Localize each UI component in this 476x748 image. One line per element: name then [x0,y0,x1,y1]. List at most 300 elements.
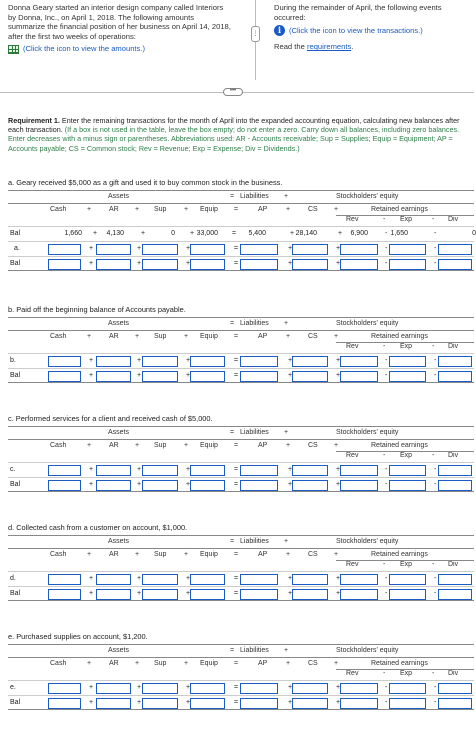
minus-sign: - [432,670,435,677]
plus-sign: + [137,260,142,267]
assets-header: Assets [108,193,130,200]
ap-input[interactable] [240,574,278,585]
plus-sign: + [184,551,189,558]
cs-input[interactable] [292,244,328,255]
plus-sign: + [135,551,140,558]
div-input[interactable] [438,698,472,709]
plus-sign: + [336,575,341,582]
equals-sign: = [234,333,239,340]
plus-sign: + [334,206,339,213]
plus-sign: + [137,590,142,597]
equip-input[interactable] [190,259,225,270]
plus-sign: + [137,245,142,252]
requirement-title: Requirement 1. [8,116,60,125]
rev-input[interactable] [340,574,378,585]
div-input[interactable] [438,244,472,255]
ar-input[interactable] [96,683,131,694]
exp-header: Exp [400,561,413,568]
minus-sign: - [434,699,437,706]
equip-input[interactable] [190,574,225,585]
equation-table [8,644,474,710]
minus-sign: - [385,466,388,473]
ar-input[interactable] [96,574,131,585]
equation-table [8,317,474,383]
transaction-title: b. Paid off the beginning balance of Accounts payable. [8,305,186,314]
ap-input[interactable] [240,683,278,694]
equals-sign: = [234,575,239,582]
exp-input[interactable] [389,259,426,270]
plus-sign: + [184,206,189,213]
sup-input[interactable] [142,356,178,367]
cs-header: CS [308,442,318,449]
equals-sign: = [234,466,239,473]
equals-sign: = [234,245,239,252]
div-input[interactable] [438,465,472,476]
plus-sign: + [336,466,341,473]
cash-input[interactable] [48,465,81,476]
minus-sign: - [434,245,437,252]
equals-sign: = [230,429,235,436]
retained-earnings-rule [336,560,474,561]
cs-input[interactable] [292,259,328,270]
beginning-equip-value: 33,000 [196,230,218,237]
plus-sign: + [137,372,142,379]
plus-sign: + [336,245,341,252]
transaction-title: d. Collected cash from a customer on account, $1,000. [8,523,188,532]
equation-table [8,426,474,492]
rev-input[interactable] [340,244,378,255]
minus-sign: - [385,245,388,252]
beginning-cs-value: 28,140 [295,230,317,237]
equation-row [8,353,474,368]
transaction-block [8,523,474,601]
ap-input[interactable] [240,244,278,255]
cash-input[interactable] [48,371,81,382]
minus-sign: - [434,372,437,379]
sup-header: Sup [154,551,167,558]
sup-input[interactable] [142,574,178,585]
cs-input[interactable] [292,465,328,476]
retained-earnings-header: Retained earnings [371,206,428,213]
plus-sign: + [286,442,291,449]
liabilities-header: Liabilities [240,429,269,436]
stockholders-equity-header: Stockholders' equity [336,647,399,654]
rev-header: Rev [346,216,359,223]
rev-input[interactable] [340,356,378,367]
sup-input[interactable] [142,259,178,270]
minus-sign: - [385,260,388,267]
equip-input[interactable] [190,683,225,694]
events-text: During the remainder of April, the following events occurred: [274,3,442,22]
cash-input[interactable] [48,683,81,694]
cs-input[interactable] [292,480,328,491]
div-header: Div [448,343,459,350]
rev-header: Rev [346,670,359,677]
plus-sign: + [336,372,341,379]
transactions-link[interactable] [274,25,469,36]
cash-header: Cash [50,551,67,558]
beginning-rev-value: 6,900 [350,230,368,237]
plus-sign: + [137,466,142,473]
plus-sign: + [89,699,94,706]
plus-sign: + [89,357,94,364]
equip-header: Equip [200,551,218,558]
plus-sign: + [286,551,291,558]
amounts-link[interactable] [8,44,233,54]
cs-header: CS [308,333,318,340]
cs-header: CS [308,206,318,213]
equals-sign: = [234,481,239,488]
exp-input[interactable] [389,574,426,585]
ap-input[interactable] [240,480,278,491]
beginning-exp-value: 1,650 [390,230,408,237]
equals-sign: = [234,590,239,597]
assets-header: Assets [108,429,130,436]
liabilities-header: Liabilities [240,320,269,327]
equals-sign: = [234,260,239,267]
ap-input[interactable] [240,698,278,709]
div-header: Div [448,561,459,568]
cash-input[interactable] [48,259,81,270]
rev-input[interactable] [340,371,378,382]
ar-input[interactable] [96,371,131,382]
equals-sign: = [234,660,239,667]
cash-input[interactable] [48,480,81,491]
sup-input[interactable] [142,371,178,382]
div-input[interactable] [438,480,472,491]
equation-row [8,680,474,695]
rev-input[interactable] [340,589,378,600]
exp-input[interactable] [389,356,426,367]
equation-table [8,535,474,601]
equation-row [8,462,474,477]
sup-header: Sup [154,442,167,449]
div-input[interactable] [438,683,472,694]
ar-input[interactable] [96,259,131,270]
plus-sign: + [89,575,94,582]
requirements-link[interactable]: requirements [306,42,352,52]
ar-input[interactable] [96,589,131,600]
rev-input[interactable] [340,480,378,491]
plus-sign: + [137,481,142,488]
ar-input[interactable] [96,698,131,709]
cs-input[interactable] [292,698,328,709]
exp-input[interactable] [389,465,426,476]
plus-sign: + [336,357,341,364]
plus-sign: + [288,590,293,597]
exp-input[interactable] [389,371,426,382]
plus-sign: + [334,660,339,667]
plus-sign: + [93,230,98,237]
ap-input[interactable] [240,371,278,382]
minus-sign: - [434,684,437,691]
period: . [351,42,354,52]
rev-input[interactable] [340,465,378,476]
liabilities-header: Liabilities [240,538,269,545]
plus-sign: + [288,481,293,488]
beginning-ap-value: 5,400 [248,230,266,237]
plus-sign: + [190,230,195,237]
equals-sign: = [230,538,235,545]
equals-sign: = [234,442,239,449]
plus-sign: + [288,466,293,473]
rev-header: Rev [346,343,359,350]
equals-sign: = [230,647,235,654]
plus-sign: + [284,429,289,436]
ar-input[interactable] [96,465,131,476]
plus-sign: + [186,684,191,691]
plus-sign: + [288,684,293,691]
cash-input[interactable] [48,589,81,600]
expand-dots-icon[interactable]: ••• [223,88,243,96]
equals-sign: = [234,684,239,691]
ap-header: AP [258,551,268,558]
equation-row [8,586,474,601]
plus-sign: + [288,357,293,364]
requirement-body: Enter the remaining transactions for the month of April into the expanded accounting equation, calculating new balances after each transaction. [8,116,460,135]
bal-label: Bal [10,699,21,706]
amounts-link-label[interactable]: (Click the icon to view the amounts.) [23,44,145,54]
ap-header: AP [258,206,268,213]
div-input[interactable] [438,259,472,270]
plus-sign: + [288,575,293,582]
plus-sign: + [87,551,92,558]
equation-row [8,695,474,710]
liabilities-header: Liabilities [240,193,269,200]
minus-sign: - [432,452,435,459]
intro-text: Donna Geary started an interior design company called Interiors by Donna, Inc., on April 1, 2018. The following amounts summarize the financial position of her business on April 14, 2018, after the first two weeks of operations: [8,3,231,41]
plus-sign: + [186,466,191,473]
ar-header: AR [109,442,119,449]
bal-label: Bal [10,372,21,379]
plus-sign: + [284,320,289,327]
plus-sign: + [338,230,343,237]
transaction-block [8,178,474,271]
cs-input[interactable] [292,371,328,382]
minus-sign: - [383,561,386,568]
minus-sign: - [385,590,388,597]
transaction-block [8,414,474,492]
transaction-block [8,305,474,383]
sup-input[interactable] [142,465,178,476]
plus-sign: + [288,260,293,267]
plus-sign: + [186,260,191,267]
plus-sign: + [89,372,94,379]
retained-earnings-rule [336,342,474,343]
div-header: Div [448,452,459,459]
exp-input[interactable] [389,683,426,694]
rev-header: Rev [346,561,359,568]
sup-input[interactable] [142,683,178,694]
retained-earnings-rule [336,669,474,670]
ar-input[interactable] [96,480,131,491]
stockholders-equity-header: Stockholders' equity [336,429,399,436]
plus-sign: + [89,245,94,252]
equals-sign: = [232,230,237,237]
table-icon[interactable] [8,45,19,54]
sup-header: Sup [154,660,167,667]
cash-input[interactable] [48,244,81,255]
sup-header: Sup [154,206,167,213]
cash-input[interactable] [48,356,81,367]
sup-input[interactable] [142,589,178,600]
equals-sign: = [230,320,235,327]
plus-sign: + [135,660,140,667]
plus-sign: + [186,357,191,364]
div-header: Div [448,216,459,223]
equation-row [8,571,474,586]
beginning-div-value: 0 [472,230,476,237]
bal-label: Bal [10,481,21,488]
rev-input[interactable] [340,683,378,694]
cs-input[interactable] [292,683,328,694]
equation-row [8,241,474,256]
transactions-link-label[interactable]: (Click the icon to view the transactions.) [289,25,423,35]
ar-header: AR [109,333,119,340]
resize-handle-icon[interactable]: ⋮ [251,26,260,42]
exp-input[interactable] [389,480,426,491]
plus-sign: + [186,699,191,706]
ar-input[interactable] [96,356,131,367]
equation-row [8,256,474,271]
retained-earnings-header: Retained earnings [371,660,428,667]
equation-row [8,477,474,492]
plus-sign: + [135,206,140,213]
beginning-balance-row [8,226,474,241]
beginning-ar-value: 4,130 [106,230,124,237]
sup-header: Sup [154,333,167,340]
div-header: Div [448,670,459,677]
bal-label: Bal [10,260,21,267]
plus-sign: + [186,575,191,582]
exp-header: Exp [400,216,413,223]
plus-sign: + [286,660,291,667]
minus-sign: - [385,481,388,488]
plus-sign: + [89,466,94,473]
cs-input[interactable] [292,356,328,367]
exp-header: Exp [400,452,413,459]
minus-sign: - [434,481,437,488]
plus-sign: + [135,442,140,449]
cs-input[interactable] [292,589,328,600]
ap-input[interactable] [240,589,278,600]
minus-sign: - [383,343,386,350]
assets-header: Assets [108,647,130,654]
cs-header: CS [308,660,318,667]
sup-input[interactable] [142,698,178,709]
transaction-label: c. [10,466,16,473]
equip-input[interactable] [190,356,225,367]
div-input[interactable] [438,356,472,367]
cash-input[interactable] [48,698,81,709]
plus-sign: + [334,551,339,558]
minus-sign: - [432,216,435,223]
equip-input[interactable] [190,480,225,491]
retained-earnings-rule [336,215,474,216]
plus-sign: + [87,333,92,340]
equip-input[interactable] [190,589,225,600]
requirements-line [274,42,469,52]
sup-input[interactable] [142,480,178,491]
plus-sign: + [87,660,92,667]
events-panel [274,3,469,52]
plus-sign: + [137,575,142,582]
equip-input[interactable] [190,244,225,255]
plus-sign: + [184,333,189,340]
plus-sign: + [284,647,289,654]
rev-input[interactable] [340,698,378,709]
plus-sign: + [137,684,142,691]
equip-input[interactable] [190,465,225,476]
minus-sign: - [432,343,435,350]
beginning-cash-value: 1,660 [64,230,82,237]
minus-sign: - [385,372,388,379]
minus-sign: - [434,466,437,473]
requirement-text [8,116,470,153]
exp-input[interactable] [389,244,426,255]
cash-header: Cash [50,333,67,340]
stockholders-equity-header: Stockholders' equity [336,320,399,327]
transaction-title: a. Geary received $5,000 as a gift and used it to buy common stock in the business. [8,178,283,187]
info-icon[interactable]: i [274,25,285,36]
minus-sign: - [434,230,437,237]
assets-header: Assets [108,538,130,545]
div-input[interactable] [438,371,472,382]
beginning-sup-value: 0 [171,230,175,237]
ap-input[interactable] [240,259,278,270]
minus-sign: - [434,357,437,364]
sup-input[interactable] [142,244,178,255]
plus-sign: + [334,333,339,340]
cash-header: Cash [50,206,67,213]
ap-input[interactable] [240,356,278,367]
ar-header: AR [109,551,119,558]
transaction-label: b. [10,357,16,364]
equip-input[interactable] [190,698,225,709]
ap-header: AP [258,660,268,667]
requirement-instructions: (If a box is not used in the table, leave the box empty; do not enter a zero. Carry down all balances, including zero balances. Enter decreases with a minus sign or parentheses. Abbreviations used: AR - Accounts receivable; Sup = Supplies; Equip = Equipment; AP = Accounts payable; CS = Common stock; Rev = Revenue; Exp = Expense; Div = Dividends.) [8,125,460,153]
exp-input[interactable] [389,698,426,709]
plus-sign: + [184,660,189,667]
plus-sign: + [334,442,339,449]
bal-label: Bal [10,590,21,597]
equation-row [8,368,474,383]
div-input[interactable] [438,589,472,600]
read-label: Read the [274,42,307,52]
plus-sign: + [336,590,341,597]
rev-input[interactable] [340,259,378,270]
problem-header [0,0,474,82]
div-input[interactable] [438,574,472,585]
cs-input[interactable] [292,574,328,585]
ar-input[interactable] [96,244,131,255]
exp-input[interactable] [389,589,426,600]
plus-sign: + [89,481,94,488]
transaction-label: e. [10,684,16,691]
exp-header: Exp [400,343,413,350]
minus-sign: - [383,216,386,223]
equals-sign: = [234,357,239,364]
plus-sign: + [288,245,293,252]
ap-input[interactable] [240,465,278,476]
equip-input[interactable] [190,371,225,382]
equip-header: Equip [200,442,218,449]
ap-header: AP [258,333,268,340]
cash-input[interactable] [48,574,81,585]
plus-sign: + [135,333,140,340]
liabilities-header: Liabilities [240,647,269,654]
equip-header: Equip [200,333,218,340]
